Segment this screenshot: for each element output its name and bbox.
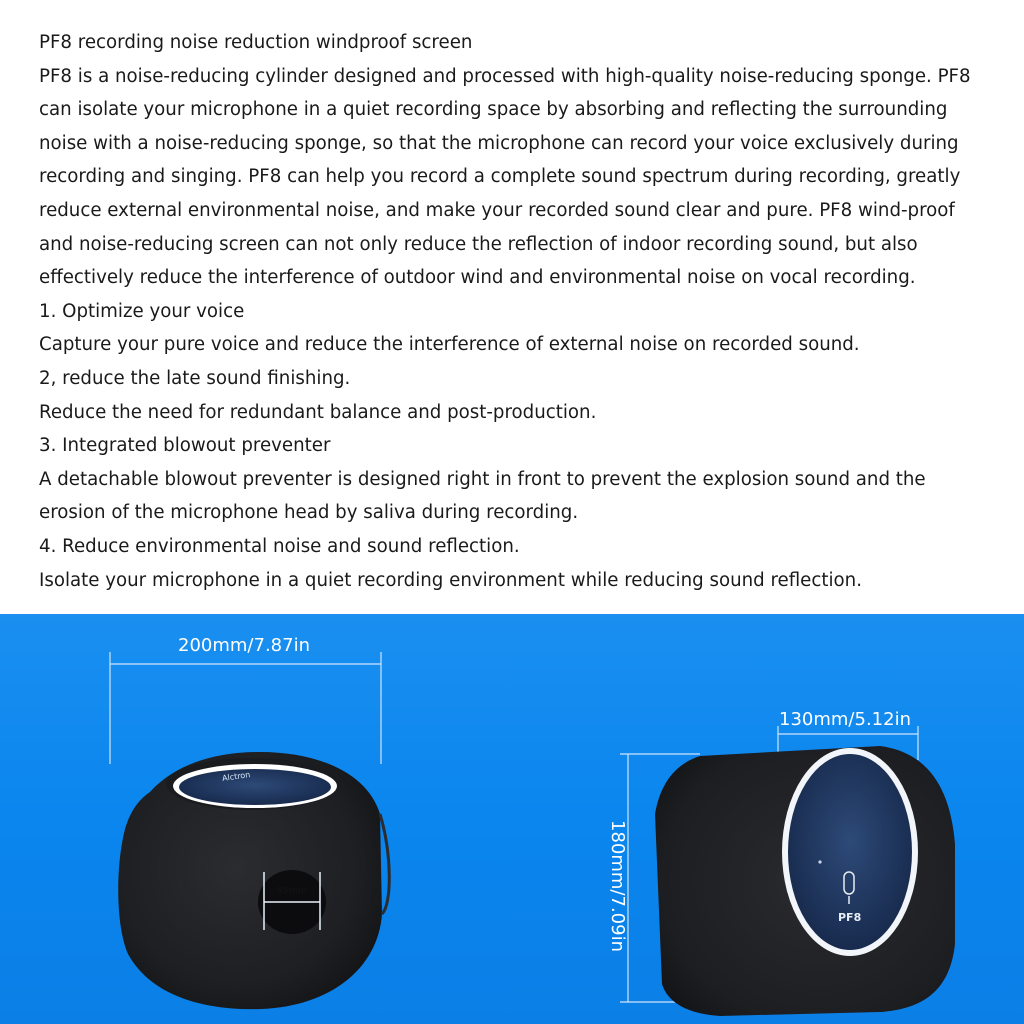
description-line: and noise-reducing screen can not only reduce the reflection of indoor recording sound, but also	[39, 233, 918, 255]
hole-diameter-label: 45mm	[276, 886, 308, 896]
feature-text-2: Reduce the need for redundant balance and post-production.	[39, 401, 597, 423]
product-illustration	[0, 614, 1024, 1024]
description-line: can isolate your microphone in a quiet recording space by absorbing and reflecting the surrounding	[39, 99, 948, 121]
left-foam-shell	[118, 752, 389, 1009]
feature-text-1: Capture your pure voice and reduce the interference of external noise on recorded sound.	[39, 334, 860, 356]
description-line: noise with a noise-reducing sponge, so that the microphone can record your voice exclusively during	[39, 132, 959, 154]
right-depth-label: 130mm/5.12in	[779, 709, 911, 730]
model-label: PF8	[838, 911, 862, 924]
description-line: reduce external environmental noise, and make your recorded sound clear and pure. PF8 wind-proof	[39, 199, 955, 221]
feature-heading-3: 3. Integrated blowout preventer	[39, 435, 331, 457]
feature-heading-1: 1. Optimize your voice	[39, 300, 245, 322]
description-line: recording and singing. PF8 can help you record a complete sound spectrum during recording, greatly	[39, 166, 961, 188]
feature-heading-2: 2, reduce the late sound finishing.	[39, 367, 351, 389]
brand-logo-text: Alctron	[221, 770, 251, 783]
feature-heading-4: 4. Reduce environmental noise and sound reflection.	[39, 535, 520, 557]
product-dimension-image	[0, 614, 1024, 1024]
right-height-label: 180mm/7.09in	[607, 820, 628, 952]
feature-text-3: A detachable blowout preventer is designed right in front to prevent the explosion sound and the	[39, 468, 926, 490]
left-width-label: 200mm/7.87in	[178, 635, 310, 656]
left-width-dimension	[110, 652, 381, 764]
description-title: PF8 recording noise reduction windproof screen	[39, 32, 473, 53]
product-description	[39, 26, 999, 597]
feature-text-4: Isolate your microphone in a quiet recording environment while reducing sound reflection.	[39, 569, 862, 591]
description-line: PF8 is a noise-reducing cylinder designed and processed with high-quality noise-reducing sponge. PF8	[39, 65, 971, 87]
feature-text-3-cont: erosion of the microphone head by saliva during recording.	[39, 502, 579, 524]
right-foam-shell	[655, 746, 955, 1016]
description-line: effectively reduce the interference of outdoor wind and environmental noise on vocal recording.	[39, 267, 916, 289]
